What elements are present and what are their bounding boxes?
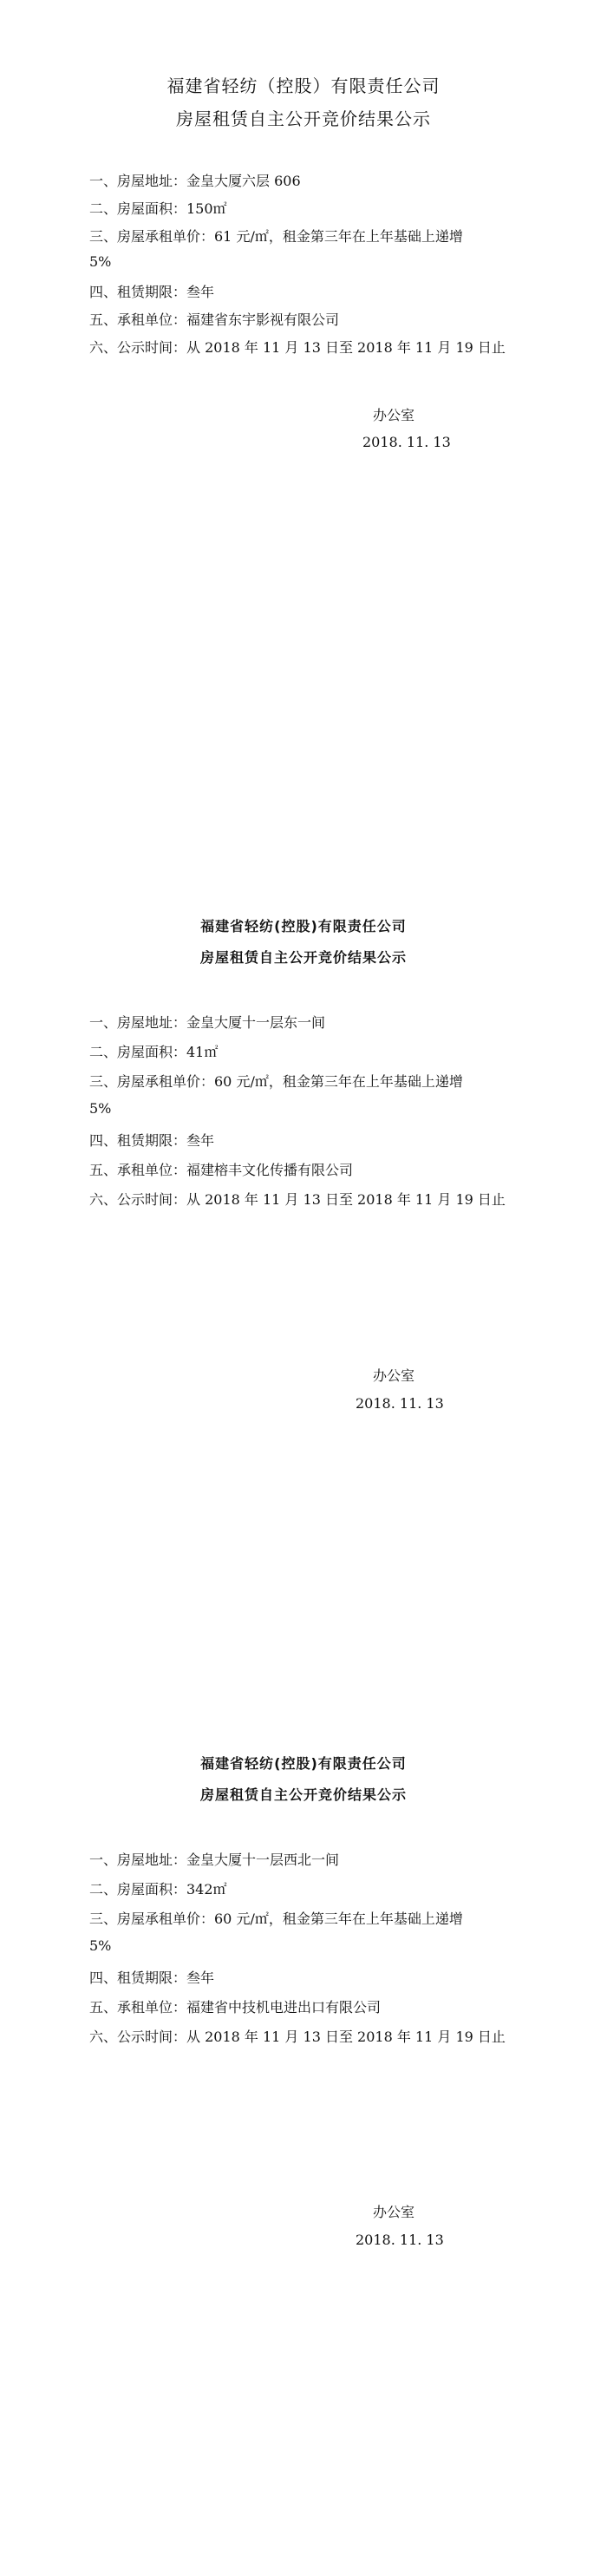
item-unit-price-cont: 5% [89, 1100, 112, 1117]
item-notice-period: 六、公示时间：从 2018 年 11 月 13 日至 2018 年 11 月 19 日止 [89, 339, 506, 356]
item-lease-term: 四、租赁期限：叁年 [89, 1132, 215, 1149]
item-area: 二、房屋面积：41㎡ [89, 1044, 219, 1060]
item-unit-price: 三、房屋承租单价：61 元/㎡，租金第三年在上年基础上递增 [89, 228, 463, 245]
item-area: 二、房屋面积：342㎡ [89, 1881, 227, 1898]
signature-date: 2018. 11. 13 [356, 2232, 444, 2248]
item-address: 一、房屋地址：金皇大厦十一层西北一间 [89, 1852, 340, 1868]
item-unit-price: 三、房屋承租单价：60 元/㎡，租金第三年在上年基础上递增 [89, 1073, 463, 1090]
item-unit-price-cont: 5% [89, 253, 112, 270]
item-unit-price-cont: 5% [89, 1937, 112, 1954]
item-area: 二、房屋面积：150㎡ [89, 200, 227, 217]
office-signature: 办公室 [373, 407, 415, 423]
item-lessee: 五、承租单位：福建榕丰文化传播有限公司 [89, 1162, 354, 1178]
notice-title: 房屋租赁自主公开竞价结果公示 [199, 949, 407, 966]
company-title: 福建省轻纺(控股)有限责任公司 [200, 1755, 407, 1772]
item-lease-term: 四、租赁期限：叁年 [89, 1970, 215, 1986]
item-notice-period: 六、公示时间：从 2018 年 11 月 13 日至 2018 年 11 月 19 日止 [89, 1191, 506, 1208]
item-lease-term: 四、租赁期限：叁年 [89, 284, 215, 300]
company-title: 福建省轻纺（控股）有限责任公司 [166, 75, 441, 96]
notice-title: 房屋租赁自主公开竞价结果公示 [176, 108, 431, 129]
signature-date: 2018. 11. 13 [356, 1395, 444, 1412]
office-signature: 办公室 [373, 2204, 415, 2220]
item-address: 一、房屋地址：金皇大厦六层 606 [89, 173, 301, 189]
signature-date: 2018. 11. 13 [362, 434, 451, 450]
item-lessee: 五、承租单位：福建省中技机电进出口有限公司 [89, 1999, 382, 2016]
item-address: 一、房屋地址：金皇大厦十一层东一间 [89, 1014, 326, 1031]
company-title: 福建省轻纺(控股)有限责任公司 [200, 918, 407, 934]
item-notice-period: 六、公示时间：从 2018 年 11 月 13 日至 2018 年 11 月 19 日止 [89, 2029, 506, 2045]
office-signature: 办公室 [373, 1367, 415, 1384]
item-unit-price: 三、房屋承租单价：60 元/㎡，租金第三年在上年基础上递增 [89, 1911, 463, 1927]
notice-title: 房屋租赁自主公开竞价结果公示 [199, 1786, 407, 1803]
item-lessee: 五、承租单位：福建省东宇影视有限公司 [89, 311, 340, 328]
